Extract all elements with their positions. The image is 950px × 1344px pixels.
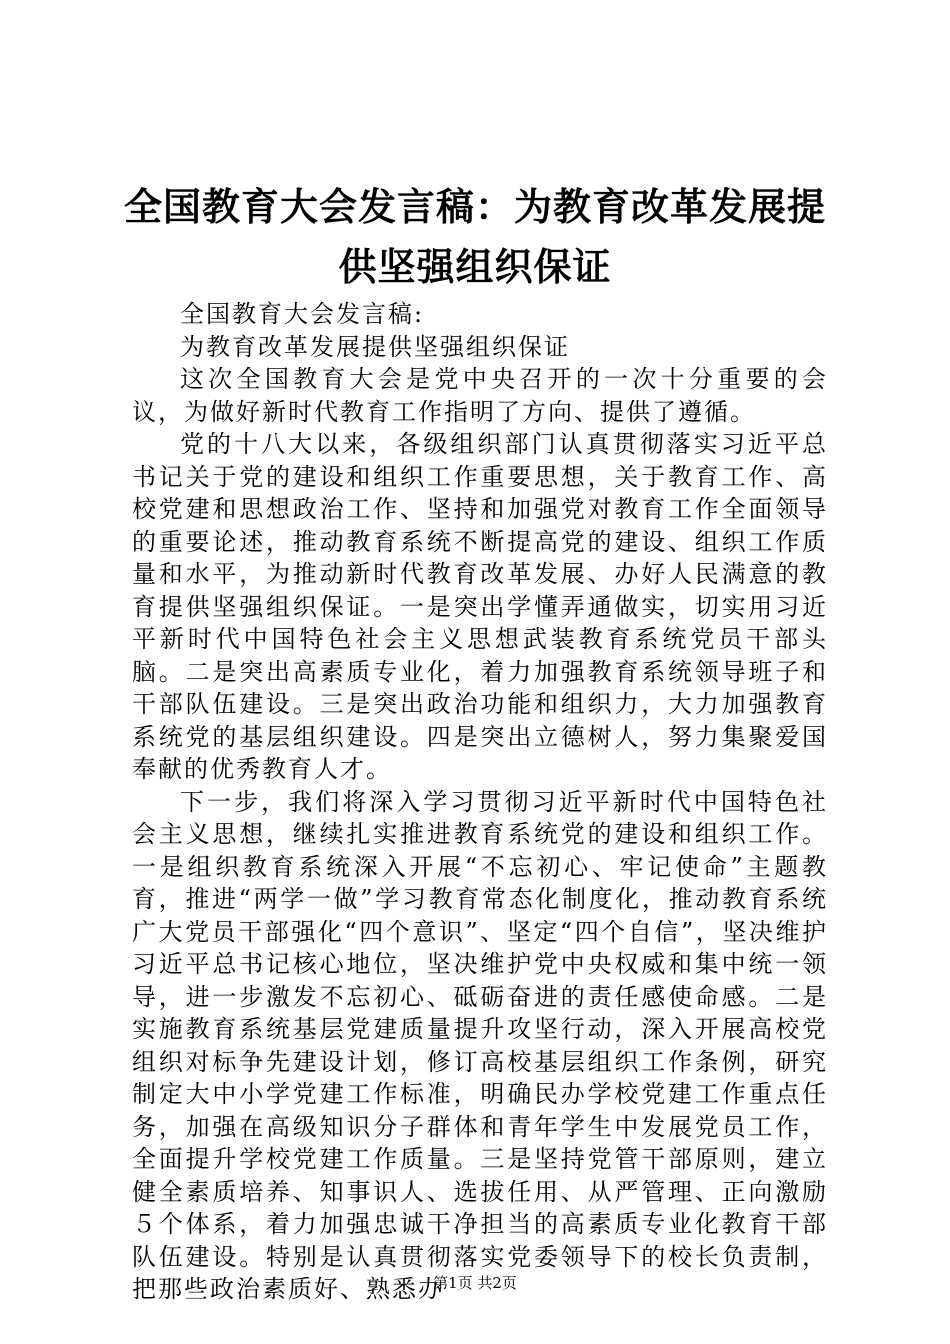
paragraph: 下一步，我们将深入学习贯彻习近平新时代中国特色社会主义思想，继续扎实推进教育系统党的建设和组织工作。一是组织教育系统深入开展“不忘初心、牢记使命”主题教育，推进“两学一做”学习教育常态化制度化，推动教育系统广大党员干部强化“四个意识”、坚定“四个自信”，坚决维护习近平总书记核心地位，坚决维护党中央权威和集中统一领导，进一步激发不忘初心、砥砺奋进的责任感使命感。二是实施教育系统基层党建质量提升攻坚行动，深入开展高校党组织对标争先建设计划，修订高校基层组织工作条例，研究制定大中小学党建工作标准，明确民办学校党建工作重点任务，加强在高级知识分子群体和青年学生中发展党员工作，全面提升学校党建工作质量。三是坚持党管干部原则，建立健全素质培养、知事识人、选拔任用、从严管理、正向激励５个体系，着力加强忠诚干净担当的高素质专业化教育干部队伍建设。特别是认真贯彻落实党委领导下的校长负责制，把那些政治素质好、熟悉办 xyxy=(132,787,828,1303)
paragraph: 这次全国教育大会是党中央召开的一次十分重要的会议，为做好新时代教育工作指明了方向、提供了遵循。 xyxy=(132,365,828,426)
document-body xyxy=(132,298,828,1306)
page-footer: 第1页 共2页 xyxy=(433,1274,517,1292)
paragraph: 党的十八大以来，各级组织部门认真贯彻落实习近平总书记关于党的建设和组织工作重要思想，关于教育工作、高校党建和思想政治工作、坚持和加强党对教育工作全面领导的重要论述，推动教育系统不断提高党的建设、组织工作质量和水平，为推动新时代教育改革发展、办好人民满意的教育提供坚强组织保证。一是突出学懂弄通做实，切实用习近平新时代中国特色社会主义思想武装教育系统党员干部头脑。二是突出高素质专业化，着力加强教育系统领导班子和干部队伍建设。三是突出政治功能和组织力，大力加强教育系统党的基层组织建设。四是突出立德树人，努力集聚爱国奉献的优秀教育人才。 xyxy=(132,430,828,783)
paragraph: 为教育改革发展提供坚强组织保证 xyxy=(180,332,570,361)
document-title: 全国教育大会发言稿：为教育改革发展提供坚强组织保证 xyxy=(123,185,826,290)
paragraph: 全国教育大会发言稿: xyxy=(180,300,425,328)
